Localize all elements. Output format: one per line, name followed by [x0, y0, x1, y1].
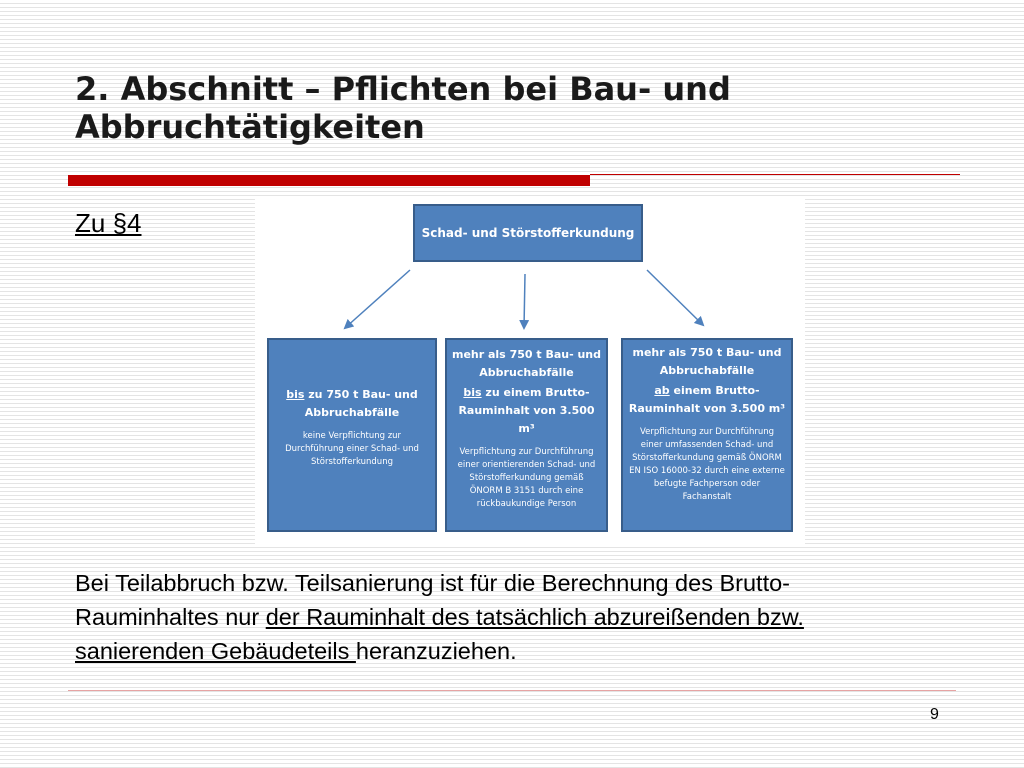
explanation-paragraph [75, 566, 905, 668]
box3-body: Verpflichtung zur Durchführung einer umfassenden Schad- und Störstofferkundung gemäß ÖNORM EN ISO 16000-32 durch eine externe befugte Fachperson oder Fachanstalt [629, 427, 785, 502]
arrow-center [524, 274, 525, 328]
box2-heading: mehr als 750 t Bau- und [451, 348, 602, 361]
arrow-right [647, 270, 703, 325]
top-box-schadstofferkundung: Schad- und Störstofferkundung [413, 204, 643, 262]
box-over-750t-from-3500m3 [621, 338, 793, 532]
slide-title: 2. Abschnitt – Pflichten bei Bau- und Abbruchtätigkeiten [75, 70, 731, 146]
box2-subheading-line2: Rauminhalt von 3.500 m³ [458, 404, 595, 435]
section-subheading: Zu §4 [75, 208, 142, 238]
box2-body: Verpflichtung zur Durchführung einer orientierenden Schad- und Störstofferkundung gemäß ÖNORM B 3151 durch eine rückbaukundige Person [457, 447, 596, 509]
box2-heading-line2: Abbruchabfälle [479, 366, 574, 379]
paragraph-text-start: Bei Teilabbruch bzw. Teilsanierung ist für die Berechnung des Brutto- Rauminhaltes nur [75, 570, 790, 630]
box2-subheading: bis zu einem Brutto- [463, 386, 590, 399]
box1-heading: bis zu 750 t Bau- und [286, 388, 418, 401]
box3-heading: mehr als 750 t Bau- und [632, 346, 782, 359]
box3-subheading: ab einem Brutto- [654, 384, 760, 397]
paragraph-underlined-text: der Rauminhalt des tatsächlich abzureißenden bzw. sanierenden Gebäudeteils [75, 604, 804, 664]
paragraph-text-end: heranzuziehen. [355, 638, 517, 664]
box1-body: keine Verpflichtung zur Durchführung einer Schad- und Störstofferkundung [285, 431, 419, 467]
arrow-left [345, 270, 410, 328]
flow-diagram [255, 198, 805, 546]
box3-subheading-line2: Rauminhalt von 3.500 m³ [628, 402, 786, 415]
title-accent-line [590, 174, 960, 175]
page-number: 9 [930, 706, 939, 723]
box1-heading-line2: Abbruchabfälle [304, 406, 400, 419]
box3-heading-line2: Abbruchabfälle [659, 364, 755, 377]
title-accent-bar [68, 175, 590, 186]
box-over-750t-up-to-3500m3 [445, 338, 608, 532]
box-up-to-750t [267, 338, 437, 532]
footer-divider [68, 690, 956, 691]
